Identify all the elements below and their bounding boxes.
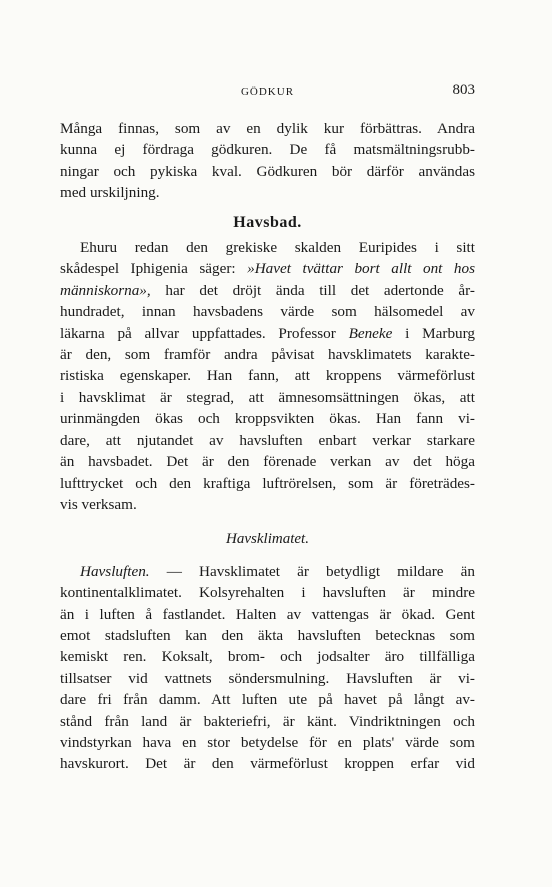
text-line: stånd från land är bakteriefri, är känt. Vindriktningen och	[60, 712, 475, 730]
text-line: ningar och pykiska kval. Gödkuren bör därför användas	[60, 162, 475, 180]
text-line: kemiskt ren. Koksalt, brom- och jodsalter äro tillfälliga	[60, 648, 475, 666]
text-span: — Havsklimatet är betydligt mildare än	[149, 562, 475, 580]
text-line: än havsbadet. Det är den förenade verkan av det höga	[60, 453, 475, 471]
section-heading: Havsbad.	[233, 213, 302, 231]
body-text	[60, 118, 475, 775]
text-line: är den, som framför andra påvisat havsklimatets karakte-	[60, 346, 475, 364]
page-number: 803	[452, 82, 475, 98]
text-span: , har det dröjt ända till det adertonde år-	[146, 281, 475, 299]
text-line: dare fri från damm. Att luften ute på havet på långt av-	[60, 691, 475, 709]
text-line: med urskiljning.	[60, 184, 160, 202]
text-line: vindstyrkan hava en stor betydelse för en plats' värde som	[60, 733, 475, 751]
text-line: vis verksam.	[60, 495, 137, 513]
text-span: läkarna på allvar uppfattades. Professor	[60, 324, 349, 342]
text-line: emot stadsluften kan den äkta havsluften betecknas som	[60, 626, 475, 644]
text-line	[60, 258, 475, 279]
text-line: tillsatser vid vattnets söndersmulning. Havsluften är vi-	[60, 669, 475, 687]
text-line: i havsklimat är stegrad, att ämnesomsättningen ökas, att	[60, 388, 475, 406]
paragraph-2	[60, 237, 475, 515]
text-line: lufttrycket och den kraftiga luftrörelsen, som är företrädes-	[60, 474, 475, 492]
text-line: kunna ej fördraga gödkuren. De få matsmältningsrubb-	[60, 141, 475, 159]
quote-span: människorna»	[60, 281, 147, 299]
subsection-heading: Havsklimatet.	[226, 531, 309, 548]
text-span: i Marburg	[392, 324, 476, 342]
paragraph-3	[60, 561, 475, 775]
running-head-title: GÖDKUR	[240, 86, 295, 98]
text-line: Ehuru redan den grekiske skalden Euripides i sitt	[80, 239, 475, 257]
text-line: kontinentalklimatet. Kolsyrehalten i havsluften är mindre	[60, 584, 475, 602]
text-line: havskurort. Det är den värmeförlust kroppen erfar vid	[60, 755, 475, 773]
quote-span: »Havet tvättar bort allt ont hos	[247, 260, 475, 278]
lead-term: Havsluften.	[80, 562, 150, 580]
paragraph-1	[60, 118, 475, 204]
text-line: hundradet, innan havsbadens värde som hälsomedel av	[60, 303, 475, 321]
text-line: än i luften å fastlandet. Halten av vattengas är ökad. Gent	[60, 605, 475, 623]
text-line: dare, att njutandet av havsluften enbart verkar starkare	[60, 431, 475, 449]
text-line: urinmängden ökas och kroppsvikten ökas. Han fann vi-	[60, 410, 475, 428]
text-span: skådespel Iphigenia säger:	[60, 260, 248, 278]
text-line	[60, 323, 475, 344]
name-span: Beneke	[348, 324, 393, 342]
running-head	[60, 82, 475, 102]
text-line: Många finnas, som av en dylik kur förbättras. Andra	[60, 120, 475, 137]
text-line	[60, 280, 475, 301]
text-line	[60, 561, 475, 582]
text-line: ristiska egenskaper. Han fann, att kroppens värmeförlust	[60, 367, 475, 385]
